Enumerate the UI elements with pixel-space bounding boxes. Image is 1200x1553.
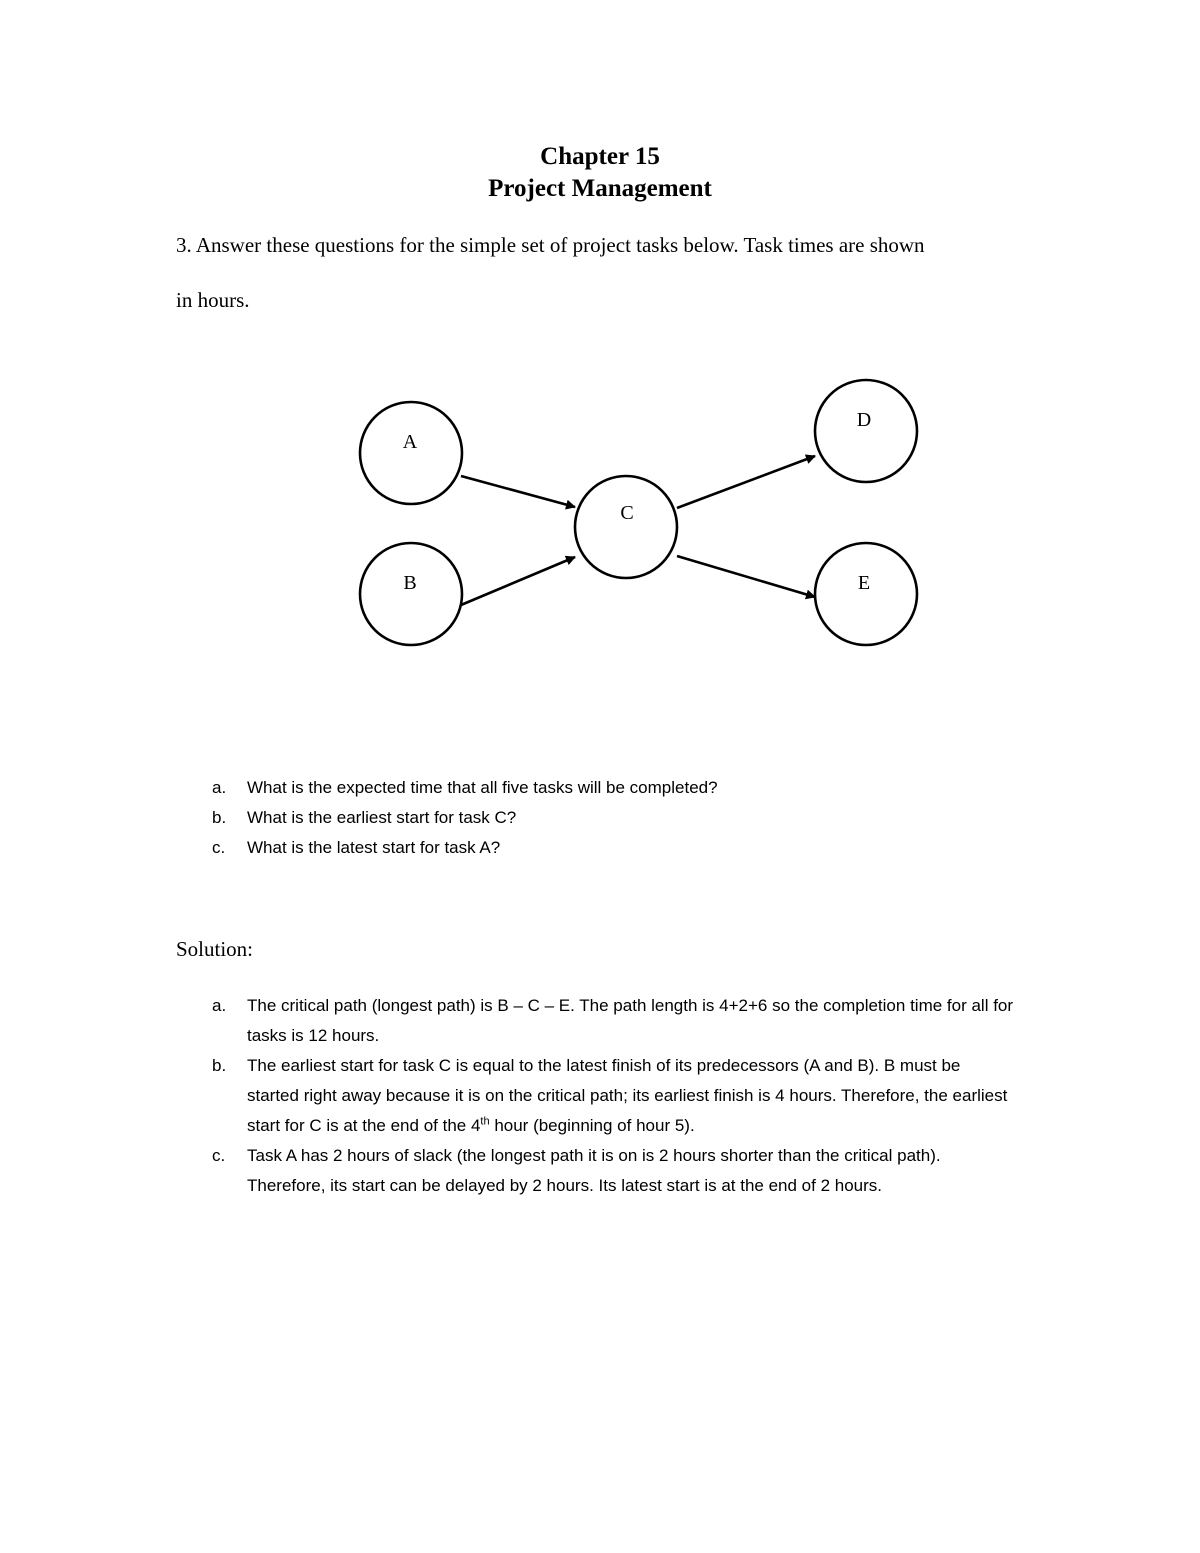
edge-b-to-c <box>461 557 575 605</box>
node-c-label: C <box>620 502 634 524</box>
node-d <box>815 380 917 482</box>
node-d-circle <box>815 380 917 482</box>
question-marker: c. <box>212 838 226 857</box>
question-marker: b. <box>212 808 227 827</box>
node-b-circle <box>360 543 462 645</box>
chapter-subtitle: Project Management <box>488 175 712 202</box>
question-list <box>176 773 946 863</box>
question-marker: a. <box>212 778 227 797</box>
chapter-title: Chapter 15 <box>540 143 660 170</box>
solution-item <box>176 1051 1008 1141</box>
solution-text: The critical path (longest path) is B – C – E. The path length is 4+2+6 so the completion time for all for tasks is 12 hours. <box>247 996 1014 1045</box>
node-e-label: E <box>857 572 871 594</box>
edge-c-to-e <box>677 556 815 597</box>
solution-text <box>247 1051 1017 1141</box>
node-a-label: A <box>402 431 418 453</box>
question-item <box>176 773 946 803</box>
solution-marker: c. <box>212 1146 226 1165</box>
question-text: What is the earliest start for task C? <box>247 808 517 827</box>
ordinal-superscript: th <box>480 1115 490 1128</box>
node-d-label: D <box>856 409 872 431</box>
solution-marker: a. <box>212 996 227 1015</box>
node-a-circle <box>360 402 462 504</box>
node-c <box>575 476 677 578</box>
question-item <box>176 803 946 833</box>
node-b-label: B <box>403 572 417 594</box>
solution-item <box>176 1141 946 1201</box>
solution-list <box>176 991 1014 1201</box>
solution-text-part: The earliest start for task C is equal to the latest finish of its predecessors (A and B). B must be started right away because it is on the critical path; its earliest finish is 4 hours. Therefore, the earliest start for C is at the end of the 4 <box>247 1056 1008 1135</box>
solution-item <box>176 991 1014 1051</box>
solution-text-part: hour (beginning of hour 5). <box>489 1116 695 1135</box>
question-text: What is the latest start for task A? <box>247 838 501 857</box>
question-item <box>176 833 946 863</box>
node-e-circle <box>815 543 917 645</box>
question-intro-line-1: 3. Answer these questions for the simple set of project tasks below. Task times are shown <box>176 233 925 257</box>
question-text: What is the expected time that all five tasks will be completed? <box>247 778 718 797</box>
solution-heading: Solution: <box>176 937 254 961</box>
project-network-diagram <box>0 0 1200 700</box>
node-b <box>360 543 462 645</box>
node-e <box>815 543 917 645</box>
node-c-circle <box>575 476 677 578</box>
solution-marker: b. <box>212 1056 227 1075</box>
edge-c-to-d <box>677 456 815 508</box>
edge-a-to-c <box>461 476 575 507</box>
solution-text: Task A has 2 hours of slack (the longest path it is on is 2 hours shorter than the critical path). Therefore, its start can be delayed by 2 hours. Its latest start is at the end of 2 hours. <box>247 1146 941 1195</box>
node-a <box>360 402 462 504</box>
question-intro-line-2: in hours. <box>176 288 250 312</box>
